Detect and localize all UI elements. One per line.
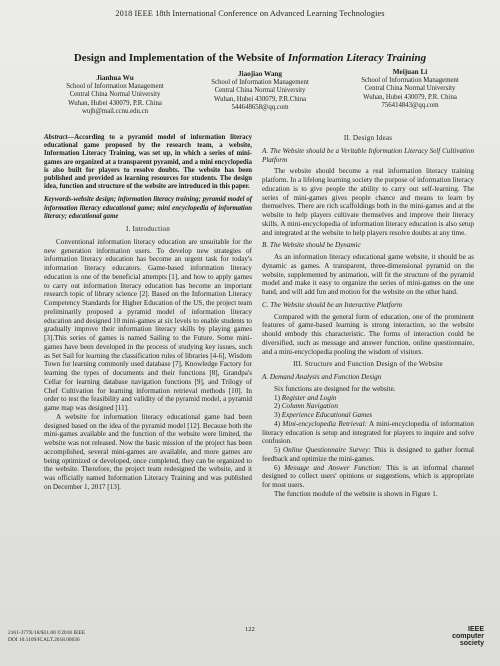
author-address: Wuhan, Hubei 430079, P.R.China (213, 95, 307, 103)
author-affiliation: School of Information Management (66, 82, 164, 90)
abstract-lead: Abstract (44, 134, 68, 141)
title-emphasis: Information Literacy Training (287, 52, 427, 64)
function-item-4 (262, 420, 474, 446)
author-email: 756414843@qq.com (381, 102, 439, 110)
doi-line: DOI 10.1109/ICALT.2018.00036 (8, 637, 80, 643)
author-block-2 (190, 70, 330, 113)
author-university: Central China Normal University (214, 87, 306, 95)
item-label: Register and Login (281, 393, 337, 402)
author-affiliation: School of Information Management (361, 76, 459, 84)
item-description: A mini-encyclopedia of information literacy education is setup and integrated for players to inquire and solve confusion. (262, 419, 474, 446)
page-number: 122 (245, 626, 255, 633)
author-email: 544648658@qq.com (231, 104, 289, 112)
subsection-title-c: C. The Website should be an Interactive Platform (262, 300, 403, 309)
footer-metadata (8, 630, 85, 644)
item-number: 3) (274, 411, 280, 419)
abstract (44, 134, 252, 191)
author-name: Jianhua Wu (96, 74, 134, 82)
functions-intro: Six functions are designed for the website. (274, 384, 396, 393)
item-number: 4) (274, 419, 280, 428)
logo-line-3: society (459, 640, 484, 648)
title-prefix: Design and Implementation of the Website of (73, 52, 288, 64)
left-column (44, 134, 252, 492)
subsection-title-demand: A. Demand Analysis and Function Design (262, 373, 382, 381)
author-address: Wuhan, Hubei 430079, P.R. China (68, 99, 162, 107)
item-label: Online Questionnaire Survey: (282, 446, 371, 454)
item-number: 2) (274, 402, 280, 411)
abstract-text: —According to a pyramid model of information literacy educational game proposed by the research team, a website, Information Literacy Training, was set up, in which a series of mini-games are organized at a transparent pyramid, and a mini encyclopedia is also built for players to resolve doubts. The website has been published and provided as learning resources for students. The design idea, function and structure of the website are introduced in this paper. (44, 134, 252, 191)
figure-reference: The function module of the website is shown in Figure 1. (274, 489, 438, 498)
item-label: Column Navigation (281, 402, 338, 411)
design-paragraph-a: The website should become a real information literacy training platform. In a lifelong learning society the purpose of information literacy education is to give people the ability to carry out self-learning. The series of mini-games gives people chance and means to learn by themselves. There are rich scaffoldings both in the mini-games and at the website to help players cultivate themselves and improve their literacy skills. A mini-encyclopedia of information literacy education is also setup and integrated at the website to help players resolve doubts at any time. (262, 167, 474, 237)
conference-header: 2018 IEEE 18th International Conference on Advanced Learning Technologies (115, 9, 385, 18)
author-affiliation: School of Information Management (211, 78, 309, 86)
author-name: Meijuan Li (392, 68, 428, 76)
section-heading-introduction: I. Introduction (126, 225, 170, 234)
subsection-title-a: A. The Website should be a Veritable Information Literacy Self Cultivation Platform (262, 146, 474, 164)
item-label: Message and Answer Function: (284, 463, 383, 472)
keywords: Keywords-website design; information literacy training; pyramid model of information literacy educational game; mini encyclopedia of information literacy; educational game (44, 196, 252, 220)
intro-paragraph-1: Conventional information literacy education are unsuitable for the new generation information users. To develop new strategies of information literacy education has become an urgent task for today's information literacy educators. Game-based information literacy education is one of the beneficial attempts [1], and how to apply games to carry out information literacy education has become an important research topic of library science [2]. Based on the Information Literacy Competency Standards for Higher Education of the US, the project team preliminarily proposed a pyramid model of information literacy education and designed 10 mini-games at six levels to enable students to gradually improve their information literacy skills by playing games [3].This series of games is named Sailing to the Future. Some mini-games have been developed in the process of studying key issues, such as Set Sail for learning the classification rules of libraries [4-6], Wisdom Town for learning commonly used database [7], Knowledge Factory for learning the types of documents and their functions [8], Grandpa's Cellar for learning database navigation functions [9], and Trilogy of Chef Cultivation for learning information retrieval methods [10]. In order to test the feasibility and validity of the pyramid model, a pyramid game map was designed [11]. (44, 237, 252, 413)
item-description: This is an informal channel designed to collect users' opinions or suggestions, which is appropriate for most users. (262, 463, 474, 489)
function-item-6 (262, 464, 474, 490)
function-item-1 (262, 394, 474, 403)
design-paragraph-b: As an information literacy educational game website, it should be as dynamic as games. A transparent, three-dimensional pyramid on the website, supplemented by animation, will fit the structure of the pyramid model and make it easy to organize the series of mini-games on the one hand, and will add fun and motion for the website on the other hand. (262, 253, 474, 296)
ieee-computer-society-logo (422, 624, 486, 648)
logo-line-1: IEEE (468, 626, 484, 633)
author-name: Jiaojiao Wang (238, 70, 282, 78)
design-paragraph-c: Compared with the general form of education, one of the prominent features of game-based learning is strong interaction, so the website should embody this characteristic. The forms of interaction could be diversified, such as message and answer function, online questionnaire, and a mini-encyclopedia pooling the wisdom of visitors. (262, 312, 474, 356)
author-block-1 (40, 74, 190, 117)
author-university: Central China Normal University (69, 91, 161, 99)
paper-title (30, 52, 470, 65)
function-item-2 (262, 402, 474, 411)
section-heading-design-ideas: II. Design Ideas (343, 134, 393, 142)
author-email: wujh@mail.ccnu.edu.cn (81, 108, 149, 116)
item-label: Mini-encyclopedia Retrieval: (282, 419, 367, 428)
item-number: 1) (274, 393, 280, 402)
function-item-5 (262, 446, 474, 464)
author-university: Central China Normal University (364, 85, 456, 93)
item-number: 5) (274, 446, 280, 454)
item-number: 6) (274, 463, 280, 472)
intro-paragraph-2: A website for information literacy educational game had been designed based on the idea of the pyramid model [12]. Because both the mini-games available and the function of the website were limited, the website was not released. Now the basic mission of the project has been accomplished, several mini-games are available, and more games are being optimized or developed, once completed, they can be organized to the website. Therefore, the project team redesigned the website, and it was officially named Information Literacy Training and was published on December 1, 2017 [13]. (44, 412, 252, 491)
function-item-3 (262, 411, 474, 420)
author-block-3 (335, 68, 485, 111)
section-heading-structure: III. Structure and Function Design of the Website (293, 360, 443, 369)
isbn-line: 2161-377X/18/$31.00 ©2018 IEEE (8, 630, 86, 636)
item-label: Experience Educational Games (281, 411, 373, 419)
item-description: This is designed to gather formal feedback and optimize the mini-games. (262, 446, 474, 463)
subsection-title-b: B. The Website should be Dynamic (262, 241, 361, 250)
right-column (262, 134, 474, 499)
author-address: Wuhan, Hubei 430079, P.R. China (363, 93, 457, 101)
logo-line-2: computer (452, 633, 484, 641)
